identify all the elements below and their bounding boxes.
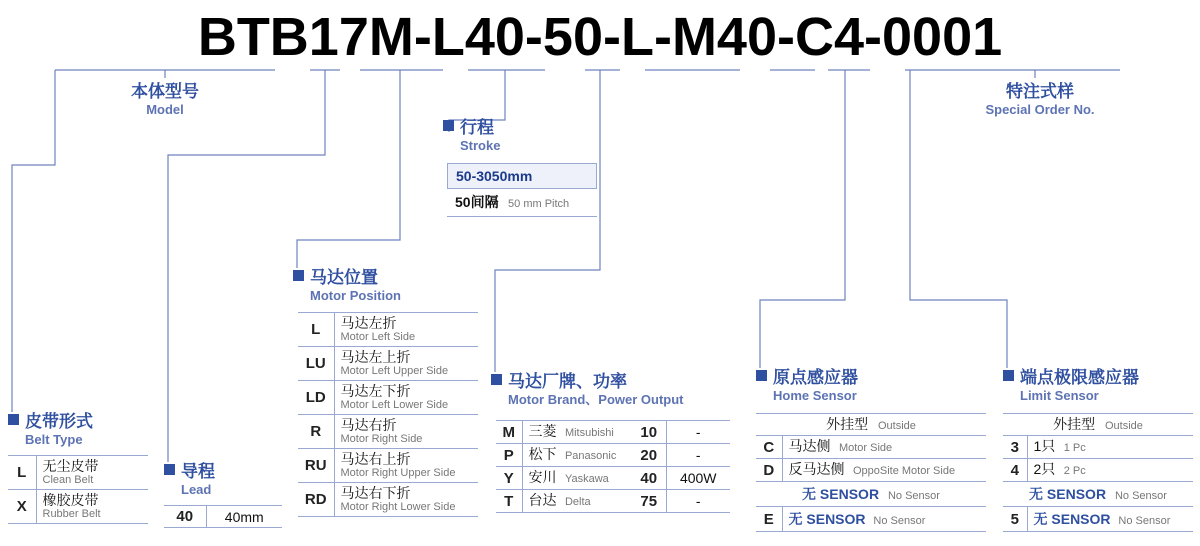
motor-pos-key: R: [298, 415, 334, 449]
brand-en: Mitsubishi: [564, 427, 614, 439]
brand-cn: 三菱: [528, 423, 557, 439]
brand-value: [522, 444, 632, 467]
home-sensor-header: [756, 414, 986, 436]
home-sensor-value: [782, 436, 986, 459]
code-part: -: [524, 7, 543, 67]
group-model: [95, 82, 235, 118]
stroke-pitch-en: 50 mm Pitch: [508, 198, 570, 210]
motor-pos-en: Motor Right Side: [340, 433, 423, 445]
group-home-sensor-cn: 原点感应器: [773, 368, 858, 387]
home-sensor-en: No Sensor: [873, 515, 926, 527]
limit-sensor-key: 3: [1003, 436, 1027, 459]
group-motor-brand: [491, 372, 684, 408]
code-part: -: [602, 7, 621, 67]
group-home-sensor-en: Home Sensor: [773, 388, 857, 403]
motor-pos-key: RU: [298, 449, 334, 483]
table-row[interactable]: [298, 347, 478, 381]
power-key: 20: [632, 444, 666, 467]
power-val: -: [695, 493, 701, 509]
motor-pos-cn: 马达左下折: [340, 383, 411, 399]
group-model-cn: 本体型号: [131, 82, 199, 101]
bullet-square-icon: [756, 370, 767, 381]
home-sensor-key: E: [756, 507, 782, 532]
home-sensor-key: C: [756, 436, 782, 459]
limit-sensor-cn: 无 SENSOR: [1029, 486, 1107, 502]
code-part: -: [413, 7, 432, 67]
code-part: BTB17M: [197, 7, 414, 67]
motor-pos-value: [334, 313, 478, 347]
motor-pos-en: Motor Right Upper Side: [340, 467, 456, 479]
power-val: -: [695, 447, 701, 463]
motor-pos-value: [334, 347, 478, 381]
limit-sensor-value: [1027, 459, 1193, 482]
table-row[interactable]: [1003, 507, 1193, 532]
limit-sensor-value: [1027, 436, 1193, 459]
stroke-pitch-cn: 50间隔: [455, 194, 499, 210]
group-motor-position-en: Motor Position: [310, 288, 401, 303]
bullet-square-icon: [1003, 370, 1014, 381]
limit-sensor-cn: 1只: [1033, 438, 1056, 454]
lead-value: [206, 506, 282, 528]
motor-pos-value: [334, 483, 478, 517]
power-val: 400W: [679, 470, 717, 486]
group-special-order: [965, 82, 1115, 118]
table-header-row: [756, 414, 986, 436]
belt-cn: 橡胶皮带: [42, 492, 99, 508]
brand-key: P: [496, 444, 522, 467]
table-row[interactable]: [1003, 459, 1193, 482]
code-part: L: [620, 7, 654, 67]
limit-sensor-en: No Sensor: [1114, 490, 1167, 502]
limit-sensor-header: [1003, 414, 1193, 436]
table-row[interactable]: [8, 490, 148, 524]
home-sensor-value: [782, 507, 986, 532]
brand-cn: 松下: [528, 446, 557, 462]
motor-pos-key: L: [298, 313, 334, 347]
motor-pos-value: [334, 449, 478, 483]
limit-sensor-value: [1027, 507, 1193, 532]
code-part: 40: [464, 7, 525, 67]
group-lead-en: Lead: [181, 482, 212, 497]
table-row[interactable]: [164, 506, 282, 528]
limit-sensor-key: 4: [1003, 459, 1027, 482]
code-part: -: [864, 7, 883, 67]
motor-pos-en: Motor Left Side: [340, 331, 416, 343]
belt-en: Clean Belt: [42, 474, 94, 486]
table-row[interactable]: [496, 467, 730, 490]
group-limit-sensor-en: Limit Sensor: [1020, 388, 1099, 403]
table-row[interactable]: [298, 415, 478, 449]
motor-pos-en: Motor Left Upper Side: [340, 365, 449, 377]
group-belt-type-en: Belt Type: [25, 432, 83, 447]
table-row[interactable]: [298, 313, 478, 347]
brand-en: Panasonic: [564, 450, 617, 462]
power-value: [666, 421, 730, 444]
motor-pos-en: Motor Left Lower Side: [340, 399, 449, 411]
home-sensor-header-cn: 外挂型: [826, 416, 869, 432]
group-belt-type: [8, 412, 93, 448]
code-part: -: [777, 7, 795, 67]
limit-sensor-cn: 无 SENSOR: [1033, 511, 1111, 527]
stroke-pitch: [447, 190, 597, 217]
home-sensor-cn: 反马达侧: [788, 461, 845, 477]
code-part: M40: [671, 7, 777, 67]
table-row[interactable]: [1003, 436, 1193, 459]
group-special-order-cn: 特注式样: [1006, 82, 1074, 101]
table-motor-brand: [496, 420, 730, 513]
group-belt-type-cn: 皮带形式: [25, 412, 93, 431]
power-key: 40: [632, 467, 666, 490]
group-limit-sensor: [1003, 368, 1139, 404]
motor-pos-cn: 马达右下折: [340, 485, 411, 501]
table-row[interactable]: [298, 449, 478, 483]
group-model-en: Model: [146, 102, 184, 117]
limit-sensor-header-en: Outside: [1104, 420, 1143, 432]
belt-key: L: [8, 456, 36, 490]
group-limit-sensor-cn: 端点极限感应器: [1020, 368, 1139, 387]
motor-pos-cn: 马达右折: [340, 417, 397, 433]
brand-value: [522, 421, 632, 444]
motor-pos-key: RD: [298, 483, 334, 517]
group-motor-position-cn: 马达位置: [310, 268, 378, 287]
power-value: [666, 467, 730, 490]
bullet-square-icon: [8, 414, 19, 425]
limit-sensor-en: No Sensor: [1118, 515, 1171, 527]
home-sensor-en: Motor Side: [838, 442, 893, 454]
limit-sensor-cn: 2只: [1033, 461, 1056, 477]
bullet-square-icon: [443, 120, 454, 131]
motor-pos-value: [334, 415, 478, 449]
table-home-sensor: [756, 413, 986, 532]
brand-value: [522, 490, 632, 513]
group-motor-position: [293, 268, 401, 304]
power-val: -: [695, 424, 701, 440]
bullet-square-icon: [491, 374, 502, 385]
brand-key: M: [496, 421, 522, 444]
group-stroke-cn: 行程: [460, 118, 494, 137]
code-part: L: [431, 7, 465, 67]
brand-key: T: [496, 490, 522, 513]
home-sensor-value: [782, 459, 986, 482]
code-part: 0001: [882, 7, 1003, 67]
home-sensor-en: No Sensor: [887, 490, 940, 502]
stroke-range: 50-3050mm: [447, 163, 597, 189]
home-sensor-cn: 无 SENSOR: [788, 511, 866, 527]
motor-pos-en: Motor Right Lower Side: [340, 501, 456, 513]
power-key: 10: [632, 421, 666, 444]
limit-sensor-en: 1 Pc: [1063, 442, 1086, 454]
home-sensor-key: D: [756, 459, 782, 482]
table-header-row: [1003, 414, 1193, 436]
table-row[interactable]: [298, 483, 478, 517]
code-part: -: [653, 7, 672, 67]
belt-value: [36, 456, 148, 490]
brand-cn: 台达: [528, 492, 557, 508]
motor-pos-cn: 马达左折: [340, 315, 397, 331]
code-part: 50: [542, 7, 603, 67]
home-sensor-cn: 马达侧: [788, 438, 831, 454]
brand-cn: 安川: [528, 469, 557, 485]
group-stroke-en: Stroke: [460, 138, 501, 153]
motor-pos-key: LU: [298, 347, 334, 381]
table-row[interactable]: [8, 456, 148, 490]
lead-key: 40: [164, 506, 206, 528]
power-value: [666, 444, 730, 467]
brand-en: Delta: [564, 496, 591, 508]
table-limit-sensor: [1003, 413, 1193, 532]
table-row[interactable]: [756, 459, 986, 482]
motor-pos-cn: 马达左上折: [340, 349, 411, 365]
home-sensor-value: [756, 482, 986, 507]
table-row[interactable]: [496, 421, 730, 444]
table-row[interactable]: [496, 444, 730, 467]
limit-sensor-value: [1003, 482, 1193, 507]
table-row[interactable]: [298, 381, 478, 415]
table-row[interactable]: [496, 490, 730, 513]
power-key: 75: [632, 490, 666, 513]
brand-value: [522, 467, 632, 490]
group-motor-brand-cn: 马达厂牌、功率: [508, 372, 627, 391]
limit-sensor-en: 2 Pc: [1063, 465, 1086, 477]
group-motor-brand-en: Motor Brand、Power Output: [508, 392, 684, 407]
belt-cn: 无尘皮带: [42, 458, 99, 474]
table-row[interactable]: [1003, 482, 1193, 507]
bullet-square-icon: [293, 270, 304, 281]
table-row[interactable]: [756, 507, 986, 532]
table-row[interactable]: [756, 482, 986, 507]
bullet-square-icon: [164, 464, 175, 475]
motor-pos-value: [334, 381, 478, 415]
table-row[interactable]: [756, 436, 986, 459]
brand-en: Yaskawa: [564, 473, 609, 485]
lead-cn: 40mm: [224, 508, 264, 525]
code-part: 4: [833, 7, 865, 67]
table-motor-position: [298, 312, 478, 517]
group-lead-cn: 导程: [181, 462, 215, 481]
limit-sensor-key: 5: [1003, 507, 1027, 532]
table-belt-type: [8, 455, 148, 524]
power-value: [666, 490, 730, 513]
belt-en: Rubber Belt: [42, 508, 101, 520]
belt-key: X: [8, 490, 36, 524]
code-part: C: [794, 7, 834, 67]
home-sensor-header-en: Outside: [877, 420, 916, 432]
motor-pos-key: LD: [298, 381, 334, 415]
limit-sensor-header-cn: 外挂型: [1053, 416, 1096, 432]
home-sensor-en: OppoSite Motor Side: [852, 465, 956, 477]
table-lead: [164, 505, 282, 528]
group-lead: [164, 462, 215, 498]
home-sensor-cn: 无 SENSOR: [802, 486, 880, 502]
group-special-order-en: Special Order No.: [985, 102, 1095, 117]
group-stroke: [443, 118, 500, 154]
brand-key: Y: [496, 467, 522, 490]
motor-pos-cn: 马达右上折: [340, 451, 411, 467]
belt-value: [36, 490, 148, 524]
group-home-sensor: [756, 368, 858, 404]
